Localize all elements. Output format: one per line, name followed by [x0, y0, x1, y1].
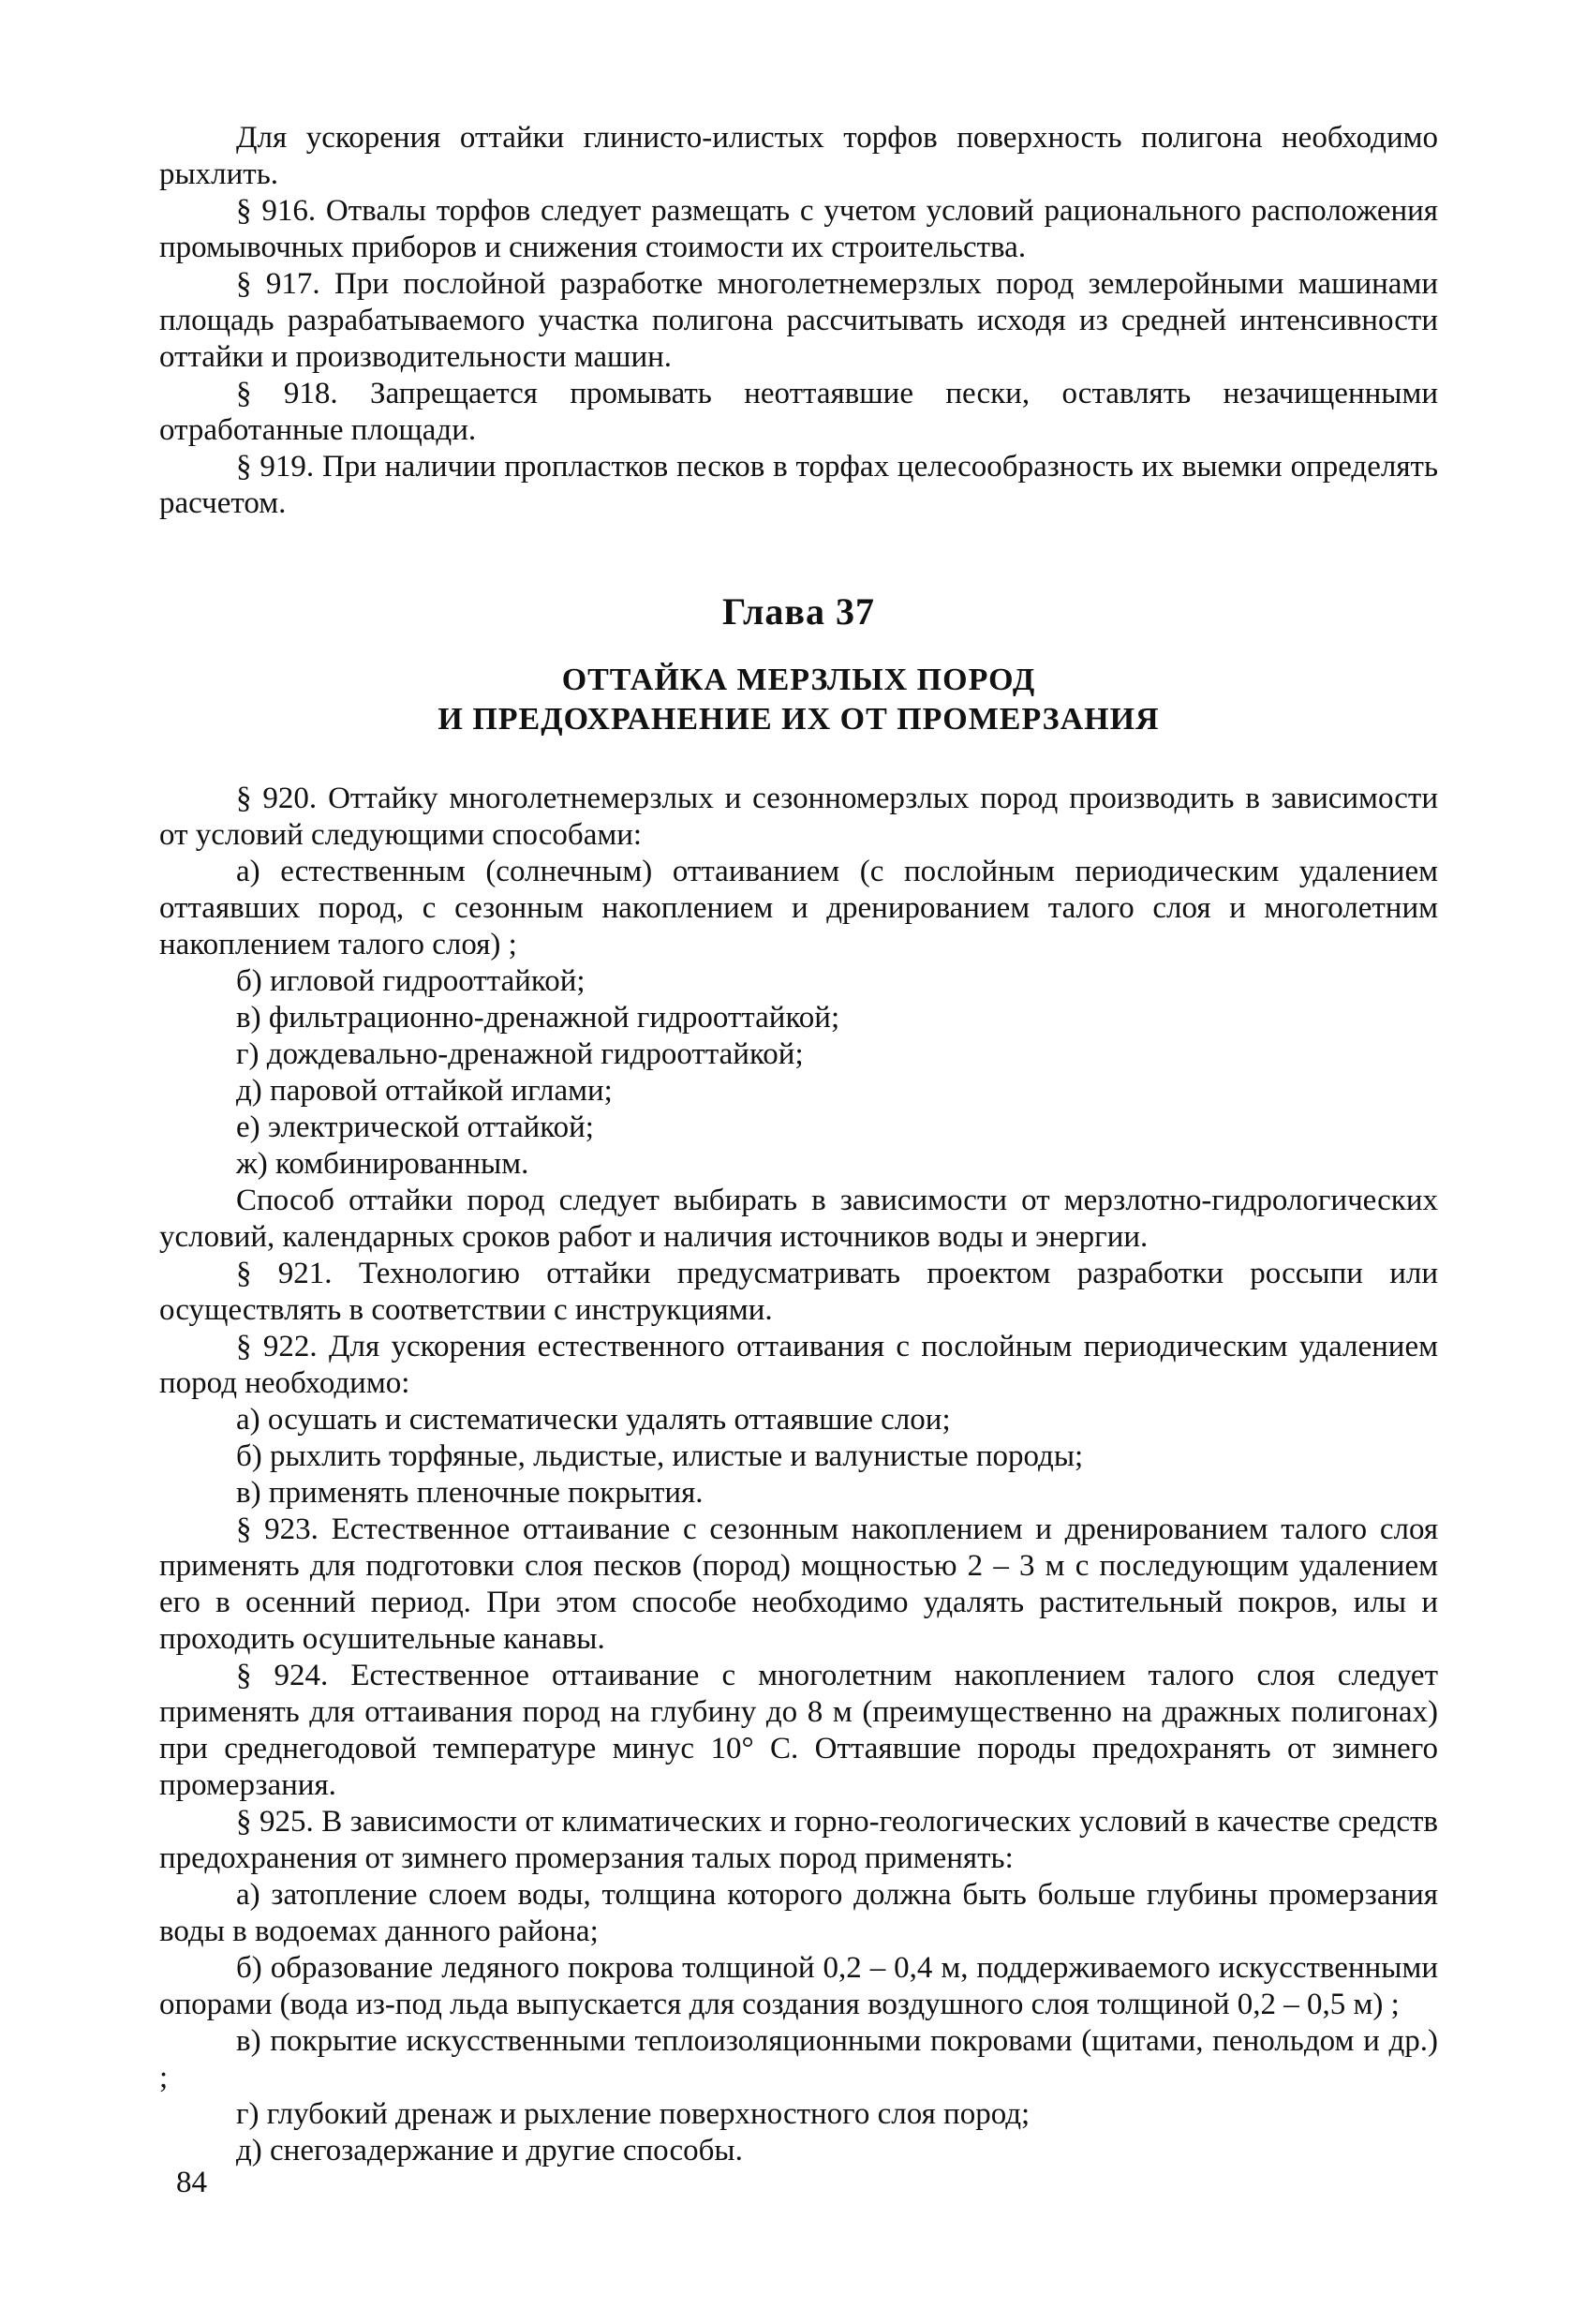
section-925: § 925. В зависимости от климатических и горно-геологических условий в качестве средств предохранения от зимнего промерзания талых пород применять: [159, 1805, 1438, 1875]
intro-paragraph: Для ускорения оттайки глинисто-илистых торфов поверхность полигона необходимо рыхлить. [159, 121, 1438, 191]
section-920-item-b: б) игловой гидрооттайкой; [236, 964, 586, 998]
section-925-item-b: б) образование ледяного покрова толщиной 0,2 – 0,4 м, поддерживаемого искусственными опорами (вода из-под льда выпускается для создания воздушного слоя толщиной 0,2 – 0,5 м) ; [159, 1951, 1438, 2021]
section-918: § 918. Запрещается промывать неоттаявшие пески, оставлять незачищенными отработанные площади. [159, 377, 1438, 447]
chapter-title-line-1: ОТТАЙКА МЕРЗЛЫХ ПОРОД [561, 663, 1036, 697]
section-923: § 923. Естественное оттаивание с сезонным накоплением и дренированием талого слоя применять для подготовки слоя песков (пород) мощностью 2 – 3 м с последующим удалением его в осенний период. При этом способе необходимо удалять растительный покров, илы и проходить осушительные канавы. [159, 1512, 1438, 1656]
section-920-item-zh: ж) комбинированным. [236, 1147, 529, 1181]
section-917: § 917. При послойной разработке многолетнемерзлых пород землеройными машинами площадь разрабатываемого участка полигона рассчитывать исходя из средней интенсивности оттайки и производительности машин. [159, 267, 1438, 374]
section-922-item-a: а) осушать и систематически удалять оттаявшие слои; [236, 1403, 951, 1437]
section-920-item-v: в) фильтрационно-дренажной гидрооттайкой; [236, 1001, 840, 1035]
section-920-item-d: д) паровой оттайкой иглами; [236, 1074, 613, 1108]
chapter-number: Глава 37 [722, 590, 875, 633]
section-919: § 919. При наличии пропластков песков в торфах целесообразность их выемки определять расчетом. [159, 450, 1438, 520]
document-page [159, 120, 1438, 2169]
chapter-title-line-2: И ПРЕДОХРАНЕНИЕ ИХ ОТ ПРОМЕРЗАНИЯ [437, 702, 1160, 737]
section-922-item-v: в) применять пленочные покрытия. [236, 1476, 704, 1510]
section-921: § 921. Технологию оттайки предусматривать проектом разработки россыпи или осуществлять в соответствии с инструкциями. [159, 1257, 1438, 1327]
section-924: § 924. Естественное оттаивание с многолетним накоплением талого слоя следует применять для оттаивания пород на глубину до 8 м (преимущественно на дражных полигонах) при среднегодовой температуре минус 10° С. Оттаявшие породы предохранять от зимнего промерзания. [159, 1659, 1438, 1802]
chapter-heading [159, 589, 1438, 739]
section-922-item-b: б) рыхлить торфяные, льдистые, илистые и валунистые породы; [236, 1439, 1084, 1473]
section-925-item-v: в) покрытие искусственными теплоизоляционными покровами (щитами, пенольдом и др.) ; [159, 2024, 1438, 2094]
section-922: § 922. Для ускорения естественного оттаивания с послойным периодическим удалением пород необходимо: [159, 1330, 1438, 1400]
section-920: § 920. Оттайку многолетнемерзлых и сезонномерзлых пород производить в зависимости от условий следующими способами: [159, 782, 1438, 852]
section-916: § 916. Отвалы торфов следует размещать с учетом условий рационального расположения промывочных приборов и снижения стоимости их строительства. [159, 194, 1438, 264]
section-925-item-d: д) снегозадержание и другие способы. [236, 2134, 743, 2168]
section-925-item-a: а) затопление слоем воды, толщина которого должна быть больше глубины промерзания воды в водоемах данного района; [159, 1878, 1438, 1948]
section-920-note: Способ оттайки пород следует выбирать в зависимости от мерзлотно-гидрологических условий, календарных сроков работ и наличия источников воды и энергии. [159, 1184, 1438, 1254]
section-920-item-e: е) электрической оттайкой; [236, 1110, 594, 1144]
page-number: 84 [176, 2166, 207, 2199]
section-920-item-g: г) дождевально-дренажной гидрооттайкой; [236, 1037, 804, 1071]
section-920-item-a: а) естественным (солнечным) оттаиванием (с послойным периодическим удалением оттаявших пород, с сезонным накоплением и дренированием талого слоя и многолетним накоплением талого слоя) ; [159, 855, 1438, 961]
section-925-item-g: г) глубокий дренаж и рыхление поверхностного слоя пород; [236, 2097, 1031, 2131]
